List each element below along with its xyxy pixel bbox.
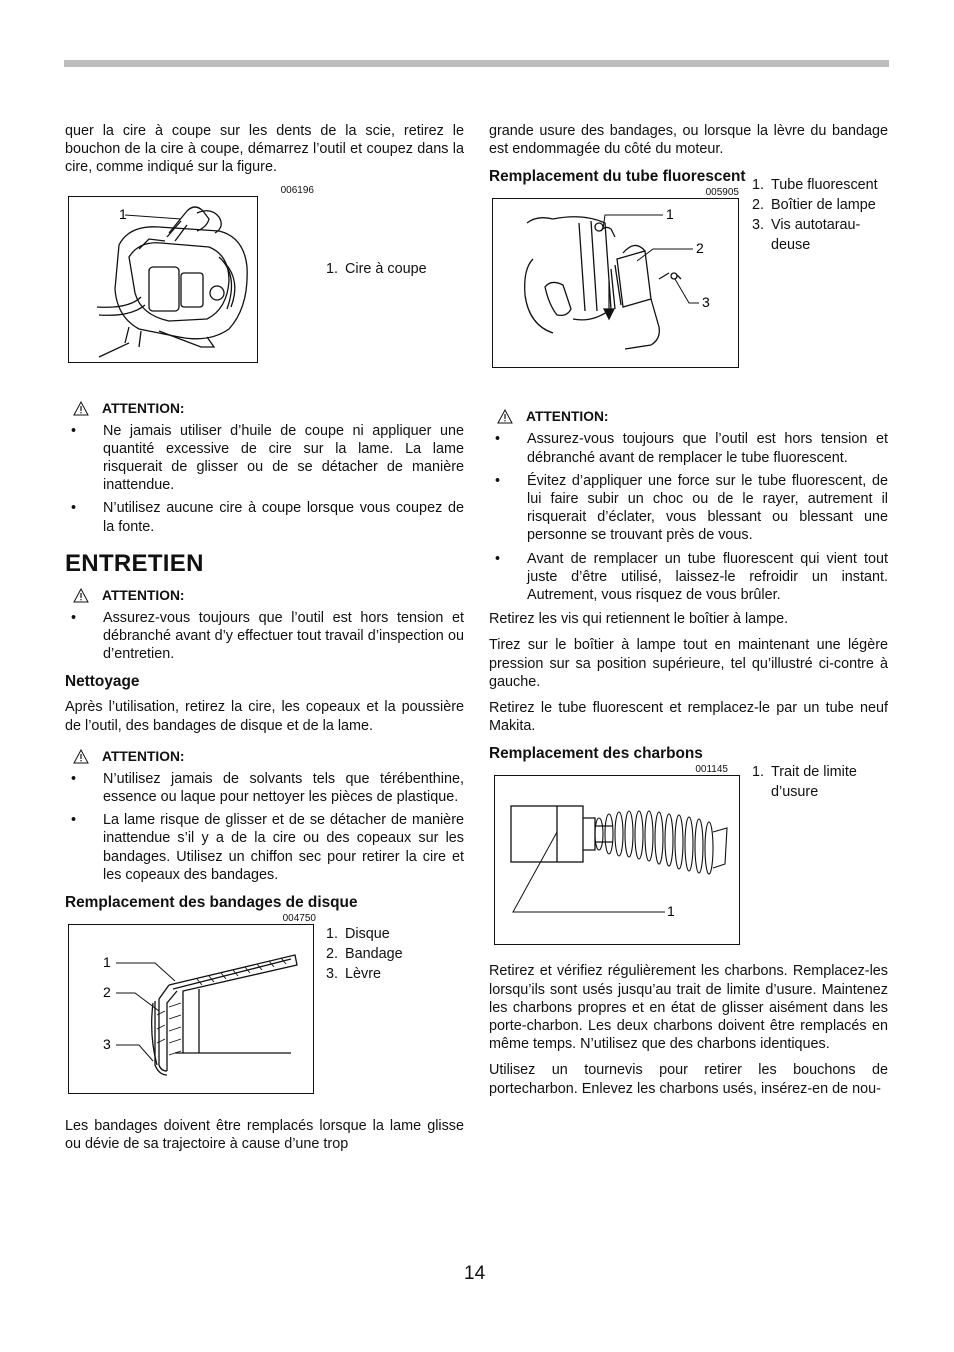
legend-item: 1. Cire à coupe	[326, 260, 427, 277]
figure-frame	[492, 198, 739, 368]
callout-1: 1	[667, 903, 675, 920]
saw-cutting-wax-illustration	[69, 197, 256, 361]
list-item: • N’utilisez jamais de solvants tels que térébenthine, essence ou laque pour nettoyer les pièces de plastique.	[71, 770, 464, 806]
legend-item: 2. Boîtier de lampe	[752, 197, 876, 214]
callout-1: 1	[119, 205, 127, 222]
attention-list	[65, 422, 464, 536]
figure-frame	[494, 775, 740, 945]
list-item: • N’utilisez aucune cire à coupe lorsque vous coupez de la fonte.	[71, 500, 464, 535]
legend-item: 2. Bandage	[326, 946, 403, 963]
figure-frame	[68, 196, 258, 363]
paragraph: Retirez et vérifiez régulièrement les charbons. Remplacez-les lorsqu’ils sont usés jusqu’au trait de limite d’usure. Maintenez les charbons propres et en état de glisser aisément dans les porte-charbon. Les deux charbons doivent être remplacés en même temps. N’utilisez que des charbons identiques.	[489, 963, 888, 1053]
paragraph: Retirez les vis qui retiennent le boîtier à lampe.	[489, 611, 789, 628]
section-title: ENTRETIEN	[65, 549, 204, 577]
figure-legend	[752, 762, 892, 802]
subsection-title: Remplacement du tube fluorescent	[489, 168, 746, 186]
callout-3: 3	[702, 294, 710, 311]
paragraph: Tirez sur le boîtier à lampe tout en maintenant une légère pression sur sa position supérieure, tel qu’illustré ci-contre à gauche.	[489, 637, 888, 690]
figure-wheel-tire	[65, 913, 464, 1091]
header-rule	[64, 60, 889, 67]
cleaning-paragraph: Après l’utilisation, retirez la cire, les copeaux et la poussière de l’outil, des bandages de disque et de la lame.	[65, 699, 464, 734]
attention-heading: ATTENTION:	[73, 749, 464, 764]
list-item: • Assurez-vous toujours que l’outil est hors tension et débranché avant d’y effectuer tout travail d’inspection ou d’entretien.	[71, 609, 464, 663]
figure-frame	[68, 924, 314, 1094]
figure-carbon-brush	[489, 764, 888, 944]
warning-triangle-icon	[73, 749, 89, 764]
warning-triangle-icon	[497, 409, 513, 424]
figure-code: 001145	[695, 764, 728, 776]
callout-3: 3	[103, 1036, 111, 1053]
figure-legend	[326, 924, 403, 984]
callout-2: 2	[696, 240, 704, 257]
list-item: • Avant de remplacer un tube fluorescent qui vient tout juste d’être utilisé, laissez-le refroidir un instant. Autrement, vous risquez de vous brûler.	[495, 550, 888, 604]
intro-paragraph: grande usure des bandages, ou lorsque la lèvre du bandage est endommagée du côté du moteur.	[489, 123, 888, 158]
warning-triangle-icon	[73, 401, 89, 416]
list-item: • Ne jamais utiliser d’huile de coupe ni appliquer une quantité excessive de cire sur la lame. La lame risquerait de glisser ou de se détacher de manière inattendue.	[71, 422, 464, 494]
figure-cutting-wax	[65, 185, 464, 361]
callout-1: 1	[666, 206, 674, 223]
callout-2: 2	[103, 984, 111, 1001]
figure-code: 005905	[705, 187, 739, 199]
attention-heading: ATTENTION:	[73, 588, 464, 603]
attention-list	[65, 770, 464, 884]
legend-item: 3. Lèvre	[326, 966, 381, 983]
legend-item: 1. Trait de limite d’usure	[752, 764, 857, 801]
tire-paragraph: Les bandages doivent être remplacés lorsque la lame glisse ou dévie de sa trajectoire à cause d’une trop	[65, 1118, 464, 1153]
legend-item: 1. Tube fluorescent	[752, 177, 878, 194]
lamp-box-illustration	[493, 199, 737, 366]
list-item: • Assurez-vous toujours que l’outil est hors tension et débranché avant de remplacer le tube fluorescent.	[495, 431, 888, 466]
paragraph: Retirez le tube fluorescent et remplacez-le par un tube neuf Makita.	[489, 700, 888, 735]
figure-code: 004750	[282, 913, 316, 925]
legend-item: 1. Disque	[326, 926, 390, 943]
attention-heading: ATTENTION:	[497, 409, 888, 424]
intro-paragraph: quer la cire à coupe sur les dents de la scie, retirez le bouchon de la cire à coupe, démarrez l’outil et coupez dans la cire, comme indiqué sur la figure.	[65, 123, 464, 176]
carbon-brush-illustration	[495, 776, 738, 943]
left-column	[65, 122, 464, 1161]
attention-heading: ATTENTION:	[73, 401, 464, 416]
subsection-title: Remplacement des bandages de disque	[65, 894, 358, 912]
legend-item: 3. Vis autotarau-deuse	[752, 217, 861, 254]
right-column	[489, 122, 888, 1106]
warning-triangle-icon	[73, 588, 89, 603]
attention-list	[489, 430, 888, 604]
figure-code: 006196	[280, 184, 314, 196]
figure-legend	[326, 259, 427, 279]
figure-legend	[752, 175, 892, 255]
wheel-tire-illustration	[69, 925, 312, 1092]
subsection-title: Nettoyage	[65, 673, 140, 691]
callout-1: 1	[103, 954, 111, 971]
page-number: 14	[464, 1263, 486, 1284]
list-item: • La lame risque de glisser et de se détacher de manière inattendue s’il y a de la cire ou des copeaux sur les bandages. Utilisez un chiffon sec pour retirer la cire et les copeaux des bandages.	[71, 812, 464, 883]
paragraph: Utilisez un tournevis pour retirer les bouchons de portecharbon. Enlevez les charbons usés, insérez-en de nou-	[489, 1062, 888, 1097]
attention-list	[65, 609, 464, 664]
subsection-title: Remplacement des charbons	[489, 745, 703, 763]
list-item: • Évitez d’appliquer une force sur le tube fluorescent, de lui faire subir un choc ou de le rayer, autrement il risquerait d’éclater, vous blessant ou blessant une personne se trouvant près de vous.	[495, 472, 888, 544]
